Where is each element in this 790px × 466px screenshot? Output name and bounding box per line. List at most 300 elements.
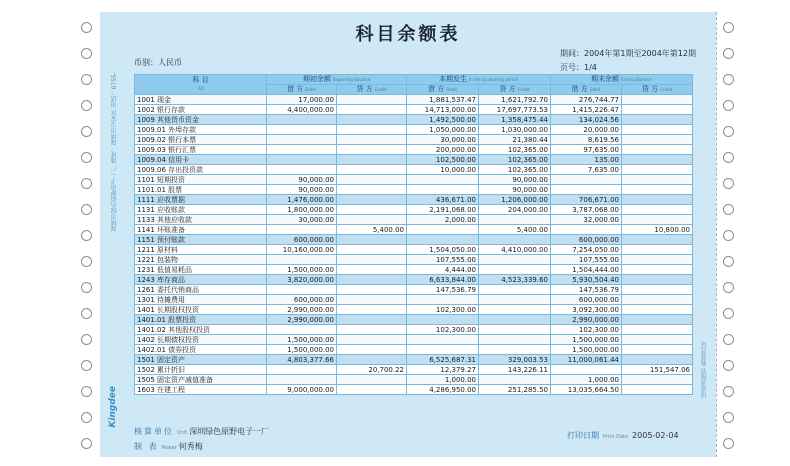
amount-cell	[479, 325, 551, 335]
amount-cell: 4,444.00	[407, 265, 479, 275]
amount-cell: 1,000.00	[407, 375, 479, 385]
table-row	[135, 225, 693, 235]
account-cell: 1151 预付账款	[135, 235, 267, 245]
sprocket-hole	[81, 230, 92, 241]
amount-cell: 1,500,000.00	[267, 345, 337, 355]
table-row	[135, 305, 693, 315]
maker-value: 何秀梅	[178, 442, 203, 451]
table-row	[135, 245, 693, 255]
amount-cell: 1,000.00	[551, 375, 622, 385]
table-row	[135, 365, 693, 375]
amount-cell	[622, 205, 693, 215]
currency-label: 币别：人民币	[134, 58, 182, 67]
table-row	[135, 235, 693, 245]
amount-cell	[337, 315, 407, 325]
amount-cell	[267, 155, 337, 165]
amount-cell: 2,191,068.00	[407, 205, 479, 215]
amount-cell	[622, 185, 693, 195]
sprocket-hole	[723, 438, 734, 449]
amount-cell	[407, 175, 479, 185]
account-cell: 1009.01 外埠存款	[135, 125, 267, 135]
amount-cell: 2,990,000.00	[551, 315, 622, 325]
header-debit: 借 方 Debit	[551, 85, 622, 95]
account-cell: 1261 委托代销商品	[135, 285, 267, 295]
amount-cell: 143,226.11	[479, 365, 551, 375]
header-closing: 期末余额 Ending Balance	[551, 75, 693, 85]
table-row	[135, 295, 693, 305]
amount-cell: 135.00	[551, 155, 622, 165]
account-cell: 1133 其他应收款	[135, 215, 267, 225]
amount-cell: 13,035,664.50	[551, 385, 622, 395]
amount-cell	[622, 105, 693, 115]
account-cell: 1402 长期债权投资	[135, 335, 267, 345]
sprocket-hole	[81, 256, 92, 267]
amount-cell	[337, 355, 407, 365]
amount-cell	[267, 115, 337, 125]
table-row	[135, 205, 693, 215]
table-row	[135, 115, 693, 125]
amount-cell: 17,697,773.53	[479, 105, 551, 115]
amount-cell	[337, 165, 407, 175]
amount-cell	[267, 135, 337, 145]
amount-cell	[479, 305, 551, 315]
account-cell: 1002 银行存款	[135, 105, 267, 115]
header-current: 本期发生 In the accounting period	[407, 75, 551, 85]
table-row	[135, 165, 693, 175]
amount-cell	[337, 295, 407, 305]
amount-cell	[337, 215, 407, 225]
amount-cell	[407, 345, 479, 355]
amount-cell	[337, 255, 407, 265]
sprocket-hole	[723, 386, 734, 397]
side-company-note: 深圳市绿色原野电子一厂 地址：深圳市宝安区 电话：0755-	[111, 72, 118, 232]
table-row	[135, 355, 693, 365]
amount-cell: 1,358,475.44	[479, 115, 551, 125]
amount-cell: 17,000.00	[267, 95, 337, 105]
account-cell: 1101 短期投资	[135, 175, 267, 185]
account-cell: 1301 待摊费用	[135, 295, 267, 305]
amount-cell: 600,000.00	[267, 235, 337, 245]
table-row	[135, 335, 693, 345]
table-row	[135, 255, 693, 265]
amount-cell: 1,492,500.00	[407, 115, 479, 125]
amount-cell: 102,500.00	[407, 155, 479, 165]
amount-cell	[337, 245, 407, 255]
amount-cell	[622, 155, 693, 165]
amount-cell: 107,555.00	[407, 255, 479, 265]
amount-cell	[267, 285, 337, 295]
table-row	[135, 375, 693, 385]
amount-cell	[337, 195, 407, 205]
amount-cell: 1,621,792.70	[479, 95, 551, 105]
amount-cell: 10,800.00	[622, 225, 693, 235]
amount-cell: 2,000.00	[407, 215, 479, 225]
amount-cell	[267, 165, 337, 175]
table-row	[135, 315, 693, 325]
amount-cell	[407, 315, 479, 325]
account-cell: 1009.03 银行汇票	[135, 145, 267, 155]
unit-label-en: Unit	[177, 430, 188, 436]
sprocket-hole	[81, 152, 92, 163]
amount-cell: 4,410,000.00	[479, 245, 551, 255]
amount-cell: 1,206,000.00	[479, 195, 551, 205]
header-credit: 贷 方 Credit	[337, 85, 407, 95]
sprocket-hole	[81, 360, 92, 371]
amount-cell: 4,286,950.00	[407, 385, 479, 395]
amount-cell	[337, 335, 407, 345]
sprocket-hole	[723, 126, 734, 137]
account-cell: 1505 固定资产减值准备	[135, 375, 267, 385]
amount-cell	[337, 275, 407, 285]
amount-cell: 107,555.00	[551, 255, 622, 265]
account-cell: 1402.01 债券投资	[135, 345, 267, 355]
account-cell: 1111 应收票据	[135, 195, 267, 205]
print-date	[567, 430, 679, 441]
balance-table	[134, 74, 693, 395]
account-cell: 1401.01 股票投资	[135, 315, 267, 325]
amount-cell	[622, 245, 693, 255]
amount-cell	[407, 235, 479, 245]
amount-cell: 90,000.00	[479, 175, 551, 185]
tear-line-right	[716, 12, 717, 457]
amount-cell: 600,000.00	[551, 235, 622, 245]
unit-line	[134, 425, 269, 440]
amount-cell: 1,050,000.00	[407, 125, 479, 135]
table-row	[135, 95, 693, 105]
amount-cell	[622, 265, 693, 275]
amount-cell	[337, 135, 407, 145]
amount-cell	[337, 185, 407, 195]
amount-cell	[622, 235, 693, 245]
amount-cell	[479, 335, 551, 345]
amount-cell: 5,930,504.40	[551, 275, 622, 285]
amount-cell: 2,990,000.00	[267, 315, 337, 325]
amount-cell: 102,300.00	[551, 325, 622, 335]
header-debit: 借 方 Debit	[267, 85, 337, 95]
amount-cell	[267, 255, 337, 265]
unit-value: 深圳绿色原野电子一厂	[189, 427, 270, 436]
amount-cell	[479, 265, 551, 275]
sprocket-hole	[81, 308, 92, 319]
amount-cell	[622, 315, 693, 325]
amount-cell	[337, 385, 407, 395]
amount-cell: 5,400.00	[337, 225, 407, 235]
amount-cell: 1,030,000.00	[479, 125, 551, 135]
side-note-right: 请妥善保管 收款凭证	[701, 342, 708, 398]
sprocket-hole	[81, 282, 92, 293]
amount-cell	[622, 125, 693, 135]
amount-cell	[622, 135, 693, 145]
amount-cell	[622, 285, 693, 295]
sprocket-hole	[81, 74, 92, 85]
amount-cell	[337, 155, 407, 165]
amount-cell	[337, 105, 407, 115]
amount-cell: 90,000.00	[479, 185, 551, 195]
amount-cell: 14,713,000.00	[407, 105, 479, 115]
amount-cell	[337, 115, 407, 125]
table-row	[135, 155, 693, 165]
sprocket-hole	[81, 334, 92, 345]
account-cell: 1502 累计折旧	[135, 365, 267, 375]
amount-cell	[622, 325, 693, 335]
table-row	[135, 285, 693, 295]
amount-cell	[551, 365, 622, 375]
amount-cell	[622, 375, 693, 385]
header-debit: 借 方 Debit	[407, 85, 479, 95]
amount-cell: 102,365.00	[479, 155, 551, 165]
amount-cell	[479, 285, 551, 295]
account-cell: 1221 包装物	[135, 255, 267, 265]
table-row	[135, 345, 693, 355]
amount-cell	[337, 145, 407, 155]
amount-cell	[337, 205, 407, 215]
amount-cell	[337, 125, 407, 135]
amount-cell	[622, 355, 693, 365]
sprocket-hole	[723, 282, 734, 293]
account-cell: 1009.04 信用卡	[135, 155, 267, 165]
amount-cell	[337, 265, 407, 275]
amount-cell: 200,000.00	[407, 145, 479, 155]
table-row	[135, 125, 693, 135]
account-cell: 1009.06 存出投资款	[135, 165, 267, 175]
amount-cell: 102,300.00	[407, 325, 479, 335]
sprocket-hole	[723, 412, 734, 423]
amount-cell: 706,671.00	[551, 195, 622, 205]
sprocket-hole	[723, 22, 734, 33]
amount-cell	[622, 195, 693, 205]
sprocket-hole	[81, 412, 92, 423]
amount-cell: 102,365.00	[479, 145, 551, 155]
sprocket-hole	[723, 334, 734, 345]
amount-cell	[407, 225, 479, 235]
sprocket-hole	[723, 230, 734, 241]
amount-cell: 134,024.56	[551, 115, 622, 125]
sprocket-hole	[723, 152, 734, 163]
amount-cell	[622, 145, 693, 155]
amount-cell: 102,365.00	[479, 165, 551, 175]
amount-cell: 4,803,377.66	[267, 355, 337, 365]
amount-cell: 102,300.00	[407, 305, 479, 315]
amount-cell: 12,379.27	[407, 365, 479, 375]
sprocket-hole	[81, 178, 92, 189]
amount-cell: 276,744.77	[551, 95, 622, 105]
account-cell: 1401.02 其他股权投资	[135, 325, 267, 335]
amount-cell	[622, 295, 693, 305]
amount-cell	[479, 255, 551, 265]
amount-cell	[622, 255, 693, 265]
amount-cell: 11,000,061.44	[551, 355, 622, 365]
maker-line	[134, 440, 269, 455]
account-cell: 1211 原材料	[135, 245, 267, 255]
amount-cell	[267, 125, 337, 135]
amount-cell	[479, 295, 551, 305]
amount-cell: 1,500,000.00	[267, 335, 337, 345]
ledger-form	[100, 12, 716, 457]
amount-cell: 204,000.00	[479, 205, 551, 215]
sprocket-hole	[723, 360, 734, 371]
amount-cell	[551, 175, 622, 185]
sprocket-hole	[81, 48, 92, 59]
amount-cell: 1,500,000.00	[551, 345, 622, 355]
amount-cell: 1,476,000.00	[267, 195, 337, 205]
account-cell: 1243 库存商品	[135, 275, 267, 285]
amount-cell	[267, 225, 337, 235]
sprocket-hole	[81, 438, 92, 449]
amount-cell	[479, 215, 551, 225]
account-cell: 1009 其他货币资金	[135, 115, 267, 125]
amount-cell	[267, 375, 337, 385]
amount-cell	[407, 185, 479, 195]
amount-cell	[622, 385, 693, 395]
amount-cell	[407, 295, 479, 305]
sprocket-hole	[81, 386, 92, 397]
amount-cell: 147,536.79	[407, 285, 479, 295]
table-row	[135, 195, 693, 205]
account-cell: 1401 长期股权投资	[135, 305, 267, 315]
sprocket-hole	[723, 256, 734, 267]
amount-cell: 10,000.00	[407, 165, 479, 175]
sprocket-hole	[723, 204, 734, 215]
footer-signatures	[134, 425, 269, 455]
amount-cell: 6,633,844.00	[407, 275, 479, 285]
table-row	[135, 175, 693, 185]
amount-cell	[622, 115, 693, 125]
amount-cell	[551, 225, 622, 235]
amount-cell: 251,285.50	[479, 385, 551, 395]
account-cell: 1131 应收账款	[135, 205, 267, 215]
amount-cell: 8,619.56	[551, 135, 622, 145]
brand-logo: Kingdee	[108, 386, 118, 428]
amount-cell: 7,635.00	[551, 165, 622, 175]
amount-cell	[337, 95, 407, 105]
amount-cell: 30,000.00	[267, 215, 337, 225]
account-cell: 1501 固定资产	[135, 355, 267, 365]
amount-cell	[479, 235, 551, 245]
header-credit: 贷 方 Credit	[622, 85, 693, 95]
sprocket-hole	[81, 126, 92, 137]
print-date-value: 2005-02-04	[632, 431, 679, 440]
amount-cell: 2,990,000.00	[267, 305, 337, 315]
amount-cell	[267, 145, 337, 155]
table-row	[135, 265, 693, 275]
amount-cell	[337, 235, 407, 245]
amount-cell: 4,400,000.00	[267, 105, 337, 115]
tractor-strip-right	[716, 12, 742, 457]
period-info	[560, 47, 696, 75]
amount-cell	[337, 285, 407, 295]
amount-cell: 436,671.00	[407, 195, 479, 205]
maker-label: 制 表	[134, 442, 159, 451]
table-row	[135, 325, 693, 335]
amount-cell	[622, 345, 693, 355]
sprocket-hole	[81, 22, 92, 33]
account-cell: 1001 现金	[135, 95, 267, 105]
table-row	[135, 135, 693, 145]
amount-cell: 20,000.00	[551, 125, 622, 135]
amount-cell: 20,700.22	[337, 365, 407, 375]
amount-cell	[622, 275, 693, 285]
unit-label: 核算单位	[134, 427, 174, 436]
amount-cell	[622, 335, 693, 345]
tractor-strip-left	[74, 12, 100, 457]
header-opening: 期初余额 Beginning Balance	[267, 75, 407, 85]
amount-cell	[479, 315, 551, 325]
page-number: 页号：1/4	[560, 63, 597, 72]
amount-cell: 9,000,000.00	[267, 385, 337, 395]
amount-cell: 1,415,226.47	[551, 105, 622, 115]
amount-cell: 1,500,000.00	[551, 335, 622, 345]
sprocket-hole	[723, 100, 734, 111]
amount-cell: 30,000.00	[407, 135, 479, 145]
amount-cell	[551, 185, 622, 195]
amount-cell: 600,000.00	[267, 295, 337, 305]
amount-cell: 5,400.00	[479, 225, 551, 235]
amount-cell	[479, 345, 551, 355]
amount-cell: 1,881,537.47	[407, 95, 479, 105]
maker-label-en: Maker	[161, 445, 177, 451]
table-row	[135, 185, 693, 195]
sprocket-hole	[723, 48, 734, 59]
print-date-label-en: Print Date	[603, 434, 629, 440]
period-range: 期间：2004年第1期至2004年第12期	[560, 49, 696, 58]
amount-cell	[622, 165, 693, 175]
table-row	[135, 145, 693, 155]
amount-cell	[337, 375, 407, 385]
amount-cell: 21,380.44	[479, 135, 551, 145]
amount-cell	[622, 175, 693, 185]
amount-cell	[622, 305, 693, 315]
header-credit: 贷 方 Credit	[479, 85, 551, 95]
amount-cell: 147,536.79	[551, 285, 622, 295]
amount-cell: 7,254,050.00	[551, 245, 622, 255]
sprocket-hole	[723, 178, 734, 189]
amount-cell: 600,000.00	[551, 295, 622, 305]
amount-cell: 151,547.06	[622, 365, 693, 375]
page-title: 科目余额表	[355, 24, 461, 45]
amount-cell: 90,000.00	[267, 185, 337, 195]
amount-cell: 97,635.00	[551, 145, 622, 155]
account-cell: 1603 在建工程	[135, 385, 267, 395]
amount-cell	[479, 375, 551, 385]
amount-cell	[337, 175, 407, 185]
table-row	[135, 385, 693, 395]
table-row	[135, 105, 693, 115]
amount-cell: 3,820,000.00	[267, 275, 337, 285]
account-cell: 1141 坏账准备	[135, 225, 267, 235]
amount-cell	[622, 215, 693, 225]
amount-cell: 3,092,300.00	[551, 305, 622, 315]
amount-cell: 10,160,000.00	[267, 245, 337, 255]
amount-cell	[622, 95, 693, 105]
sprocket-hole	[81, 100, 92, 111]
header-account: 科 目 A/C	[135, 75, 267, 95]
table-row	[135, 275, 693, 285]
amount-cell: 4,523,339.60	[479, 275, 551, 285]
amount-cell: 6,525,687.31	[407, 355, 479, 365]
amount-cell: 90,000.00	[267, 175, 337, 185]
amount-cell	[337, 325, 407, 335]
amount-cell: 1,504,444.00	[551, 265, 622, 275]
sprocket-hole	[723, 74, 734, 85]
account-cell: 1009.02 银行本票	[135, 135, 267, 145]
amount-cell	[407, 335, 479, 345]
amount-cell: 329,003.53	[479, 355, 551, 365]
amount-cell	[337, 345, 407, 355]
amount-cell: 1,500,000.00	[267, 265, 337, 275]
sprocket-hole	[81, 204, 92, 215]
amount-cell: 3,787,068.00	[551, 205, 622, 215]
amount-cell	[267, 365, 337, 375]
